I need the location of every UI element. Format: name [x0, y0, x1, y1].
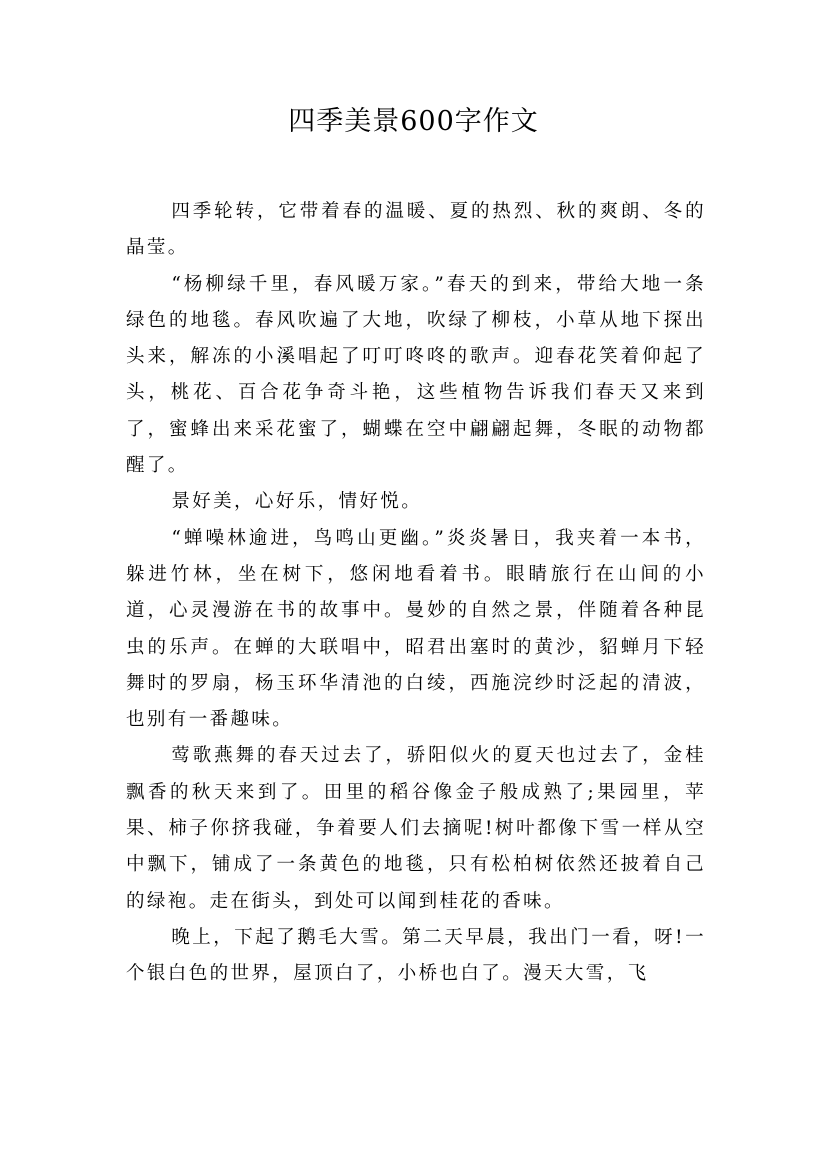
document-body — [126, 194, 706, 993]
paragraph-feeling: 景好美，心好乐，情好悦。 — [171, 491, 423, 513]
paragraph-autumn: 莺歌燕舞的春天过去了，骄阳似火的夏天也过去了，金桂飘香的秋天来到了。田里的稻谷像金子般成熟了;果园里，苹果、柿子你挤我碰，争着要人们去摘呢!树叶都像下雪一样从空中飘下，铺成了一条黄色的地毯，只有松柏树依然还披着自己的绿袍。走在街头，到处可以闻到桂花的香味。 — [126, 745, 706, 912]
paragraph-winter: 晚上，下起了鹅毛大雪。第二天早晨，我出门一看，呀!一个银白色的世界，屋顶白了，小桥也白了。漫天大雪，飞 — [126, 926, 706, 985]
paragraph-intro: 四季轮转，它带着春的温暖、夏的热烈、秋的爽朗、冬的晶莹。 — [126, 201, 706, 259]
document-title: 四季美景600字作文 — [288, 106, 539, 137]
paragraph-summer: “蝉噪林逾进，鸟鸣山更幽。”炎炎暑日，我夹着一本书，躲进竹林，坐在树下，悠闲地看着书。眼睛旅行在山间的小道，心灵漫游在书的故事中。曼妙的自然之景，伴随着各种昆虫的乐声。在蝉的大联唱中，昭君出塞时的黄沙，貂蝉月下轻舞时的罗扇，杨玉环华清池的白绫，西施浣纱时泛起的清波，也别有一番趣味。 — [126, 527, 706, 731]
paragraph-spring: “杨柳绿千里，春风暖万家。”春天的到来，带给大地一条绿色的地毯。春风吹遍了大地，吹绿了柳枝，小草从地下探出头来，解冻的小溪唱起了叮叮咚咚的歌声。迎春花笑着仰起了头，桃花、百合花争奇斗艳，这些植物告诉我们春天又来到了，蜜蜂出来采花蜜了，蝴蝶在空中翩翩起舞，冬眠的动物都醒了。 — [126, 273, 706, 477]
